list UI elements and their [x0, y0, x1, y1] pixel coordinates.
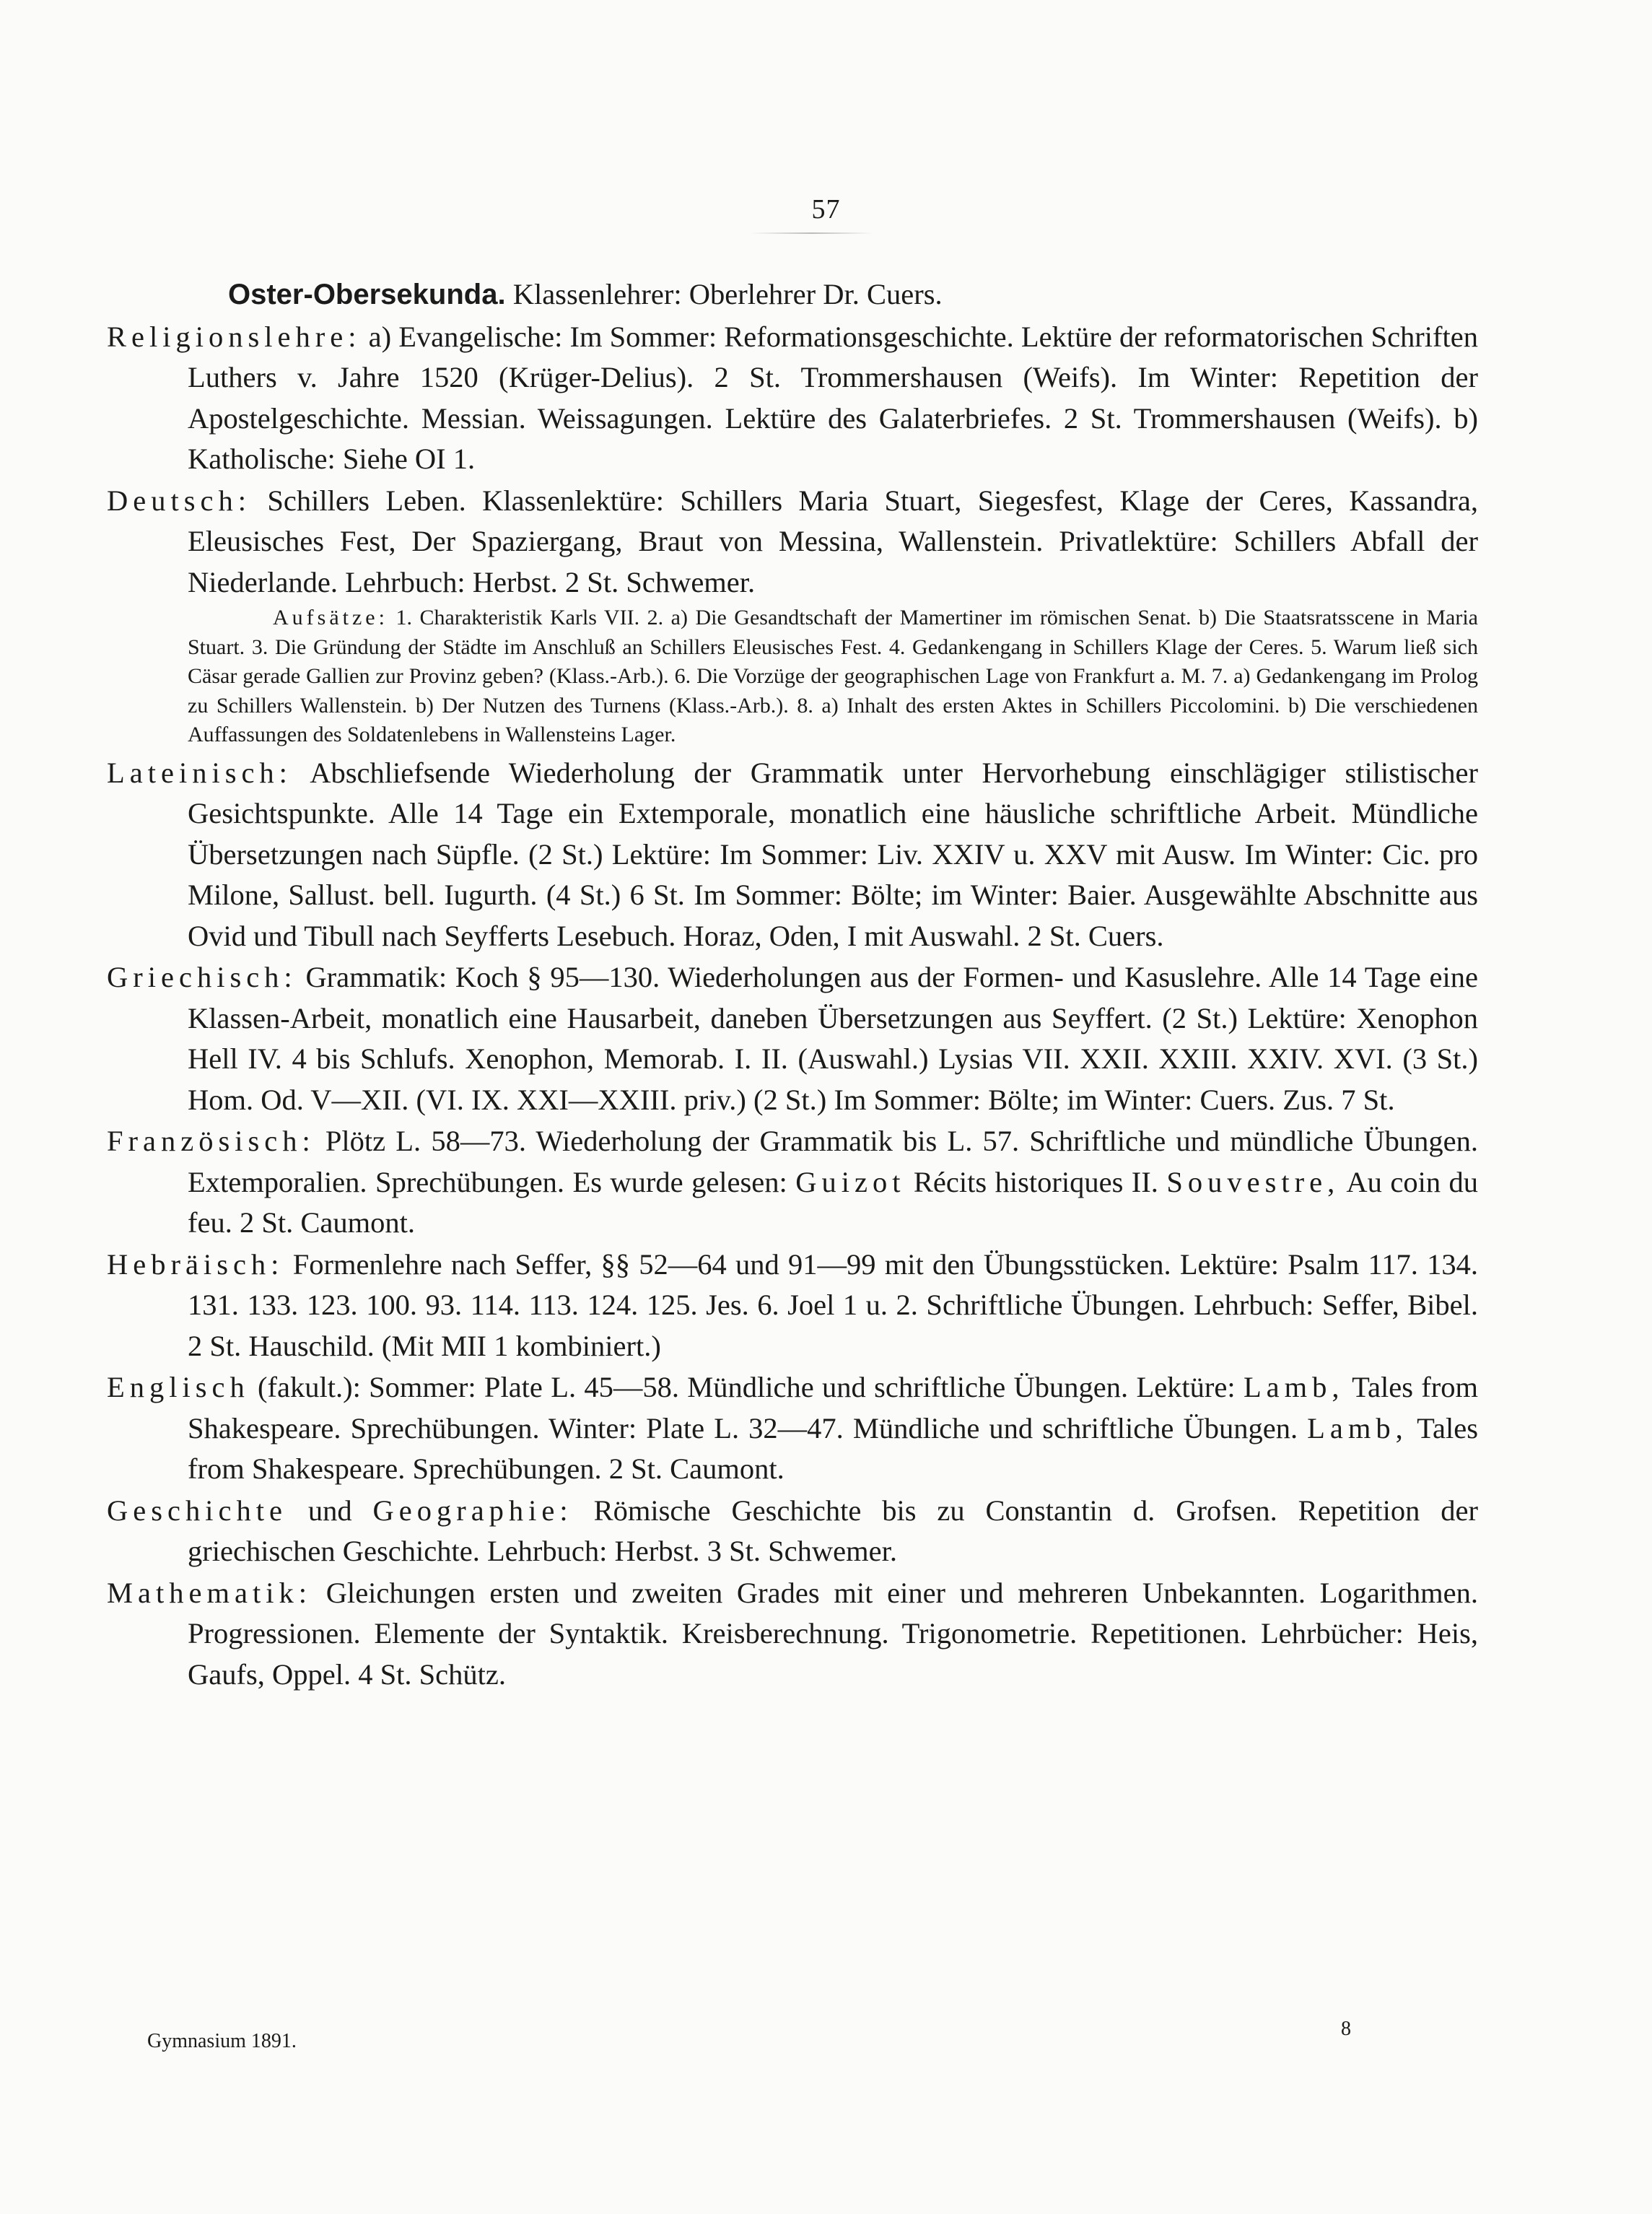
subject-greek — [107, 957, 1478, 1120]
footer-sheet-number: 8 — [1341, 2018, 1351, 2040]
subject-text: Plötz L. 58—73. Wiederholung der Grammatik bis L. 57. Schriftliche und mündliche Übungen. Extemporalien. Sprechübungen. Es wurde gelesen: — [188, 1125, 1479, 1198]
essay-topics — [107, 603, 1478, 750]
author-name: Guizot — [795, 1165, 906, 1198]
class-title: Oster-Obersekunda. — [228, 279, 506, 310]
page-number-rule — [751, 232, 873, 234]
subject-text: Tales from Shakespeare. Sprechübungen. Winter: Plate L. 32—47. Mündliche und schriftliche Übungen. — [188, 1371, 1479, 1444]
subject-label: Lateinisch: — [107, 756, 292, 789]
class-heading — [107, 274, 1478, 315]
subject-german — [107, 481, 1478, 603]
subject-text: Gleichungen ersten und zweiten Grades mit einer und mehreren Unbekannten. Logarithmen. Progressionen. Elemente der Syntaktik. Kreisberechnung. Trigonometrie. Repetitionen. Lehrbücher: Heis, Gaufs, Oppel. 4 St. Schütz. — [188, 1576, 1478, 1691]
subject-label: Geschichte — [107, 1494, 287, 1527]
author-name: Souvestre, — [1166, 1165, 1340, 1198]
author-name: Lamb, — [1307, 1411, 1408, 1444]
subject-religion — [107, 317, 1478, 480]
subject-label: Englisch — [107, 1371, 250, 1403]
subject-math — [107, 1573, 1478, 1696]
subject-text: Römische Geschichte bis zu Constantin d. Grofsen. Repetition der griechischen Geschichte. Lehrbuch: Herbst. 3 St. Schwemer. — [188, 1494, 1479, 1567]
subject-english — [107, 1367, 1478, 1490]
subject-label: Deutsch: — [107, 484, 251, 517]
document-body — [107, 274, 1478, 1696]
subject-label: Griechisch: — [107, 961, 297, 993]
subject-text: Abschliefsende Wiederholung der Grammatik unter Hervorhebung einschlägiger stilistischer Gesichtspunkte. Alle 14 Tage ein Extemporale, monatlich eine häusliche schriftliche Arbeit. Mündliche Übersetzungen nach Süpfle. (2 St.) Lektüre: Im Sommer: Liv. XXIV u. XXV mit Ausw. Im Winter: Cic. pro Milone, Sallust. bell. Iugurth. (4 St.) 6 St. Im Sommer: Bölte; im Winter: Baier. Ausgewählte Abschnitte aus Ovid und Tibull nach Seyfferts Lesebuch. Horaz, Oden, I mit Auswahl. 2 St. Cuers. — [188, 756, 1478, 952]
author-name: Lamb, — [1243, 1371, 1345, 1403]
class-teacher: Klassenlehrer: Oberlehrer Dr. Cuers. — [512, 278, 943, 310]
subject-label: Französisch: — [107, 1125, 315, 1157]
subject-label: Hebräisch: — [107, 1247, 284, 1281]
page-number: 57 — [811, 194, 841, 225]
footer-signature: Gymnasium 1891. — [147, 2030, 297, 2052]
subject-label: Mathematik: — [107, 1576, 312, 1609]
essays-label: Aufsätze: — [273, 606, 388, 629]
subject-text: Grammatik: Koch § 95—130. Wiederholungen aus der Formen- und Kasuslehre. Alle 14 Tage eine Klassen-Arbeit, monatlich eine Hausarbeit, daneben Übersetzungen aus Seyffert. (2 St.) Lektüre: Xenophon Hell IV. 4 bis Schlufs. Xenophon, Memorab. I. II. (Auswahl.) Lysias VII. XXII. XXIII. XXIV. XVI. (3 St.) Hom. Od. V—XII. (VI. IX. XXI—XXIII. priv.) (2 St.) Im Sommer: Bölte; im Winter: Cuers. Zus. 7 St. — [188, 961, 1479, 1116]
subject-latin — [107, 753, 1478, 957]
subject-connector: und — [307, 1494, 352, 1527]
subject-label: Geographie: — [372, 1494, 573, 1527]
subject-text: Schillers Leben. Klassenlektüre: Schillers Maria Stuart, Siegesfest, Klage der Ceres, Kassandra, Eleusisches Fest, Der Spaziergang, Braut von Messina, Wallenstein. Privatlektüre: Schillers Abfall der Niederlande. Lehrbuch: Herbst. 2 St. Schwemer. — [188, 484, 1479, 598]
subject-text: a) Evangelische: Im Sommer: Reformationsgeschichte. Lektüre der reformatorischen Schriften Luthers v. Jahre 1520 (Krüger-Delius). 2 St. Trommershausen (Weifs). Im Winter: Repetition der Apostelgeschichte. Messian. Weissagungen. Lektüre des Galaterbriefes. 2 St. Trommershausen (Weifs). b) Katholische: Siehe OI 1. — [188, 320, 1478, 475]
subject-history — [107, 1491, 1478, 1572]
essays-text: 1. Charakteristik Karls VII. 2. a) Die Gesandtschaft der Mamertiner im römischen Senat. b) Die Staatsratsscene in Maria Stuart. 3. Die Gründung der Städte im Anschluß an Schillers Eleusisches Fest. 4. Gedankengang in Schillers Klage der Ceres. 5. Warum ließ sich Cäsar gerade Gallien zur Provinz geben? (Klass.-Arb.). 6. Die Vorzüge der geographischen Lage von Frankfurt a. M. 7. a) Gedankengang im Prolog zu Schillers Wallenstein. b) Der Nutzen des Turnens (Klass.-Arb.). 8. a) Inhalt des ersten Aktes in Schillers Piccolomini. b) Die verschiedenen Auffassungen des Soldatenlebens in Wallensteins Lager. — [188, 606, 1478, 746]
subject-text: (fakult.): Sommer: Plate L. 45—58. Mündliche und schriftliche Übungen. Lektüre: — [258, 1371, 1236, 1403]
subject-text: Au coin du feu. 2 St. Caumont. — [188, 1165, 1479, 1239]
subject-text: Tales from Shakespeare. Sprechübungen. 2 St. Caumont. — [188, 1411, 1478, 1485]
subject-text: Formenlehre nach Seffer, §§ 52—64 und 91—99 mit den Übungsstücken. Lektüre: Psalm 117. 134. 131. 133. 123. 100. 93. 114. 113. 124. 125. Jes. 6. Joel 1 u. 2. Schriftliche Übungen. Lehrbuch: Seffer, Bibel. 2 St. Hauschild. (Mit MII 1 kombiniert.) — [188, 1247, 1478, 1362]
subject-label: Religionslehre: — [107, 320, 362, 353]
subject-hebrew — [107, 1245, 1478, 1367]
subject-french — [107, 1121, 1478, 1244]
subject-text: Récits historiques II. — [913, 1165, 1158, 1198]
